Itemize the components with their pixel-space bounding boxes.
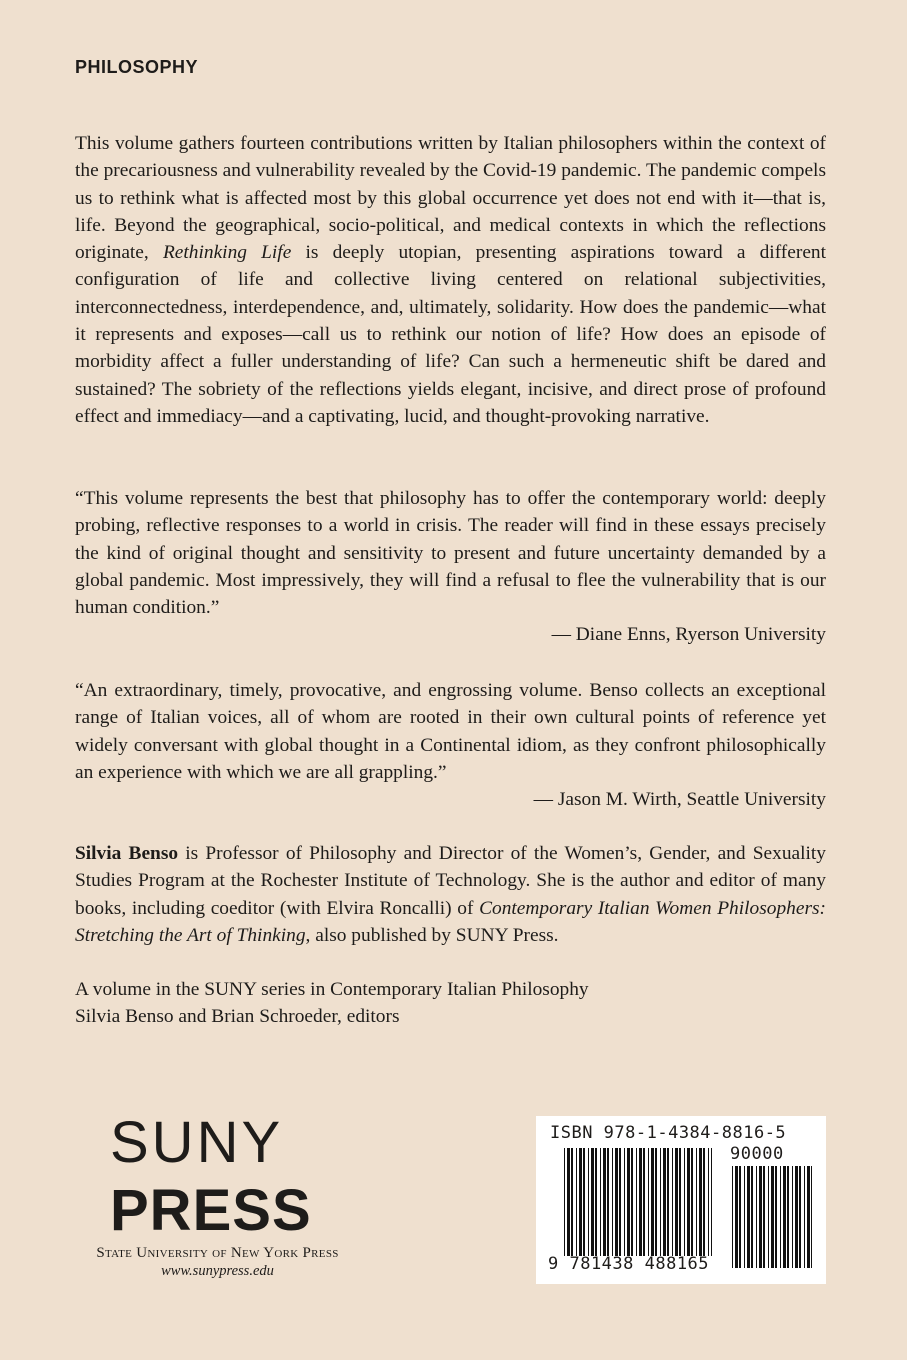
barcode-bar [631, 1148, 633, 1256]
barcode-bar [567, 1148, 570, 1256]
barcode-bar [811, 1166, 812, 1268]
barcode-bar [591, 1148, 594, 1256]
barcode-bar [732, 1166, 733, 1268]
series-info [75, 976, 826, 1031]
barcode-bar [615, 1148, 618, 1256]
barcode-bar [763, 1166, 765, 1268]
barcode-bar [636, 1148, 637, 1256]
barcode-bar [655, 1148, 657, 1256]
barcode-bar [711, 1148, 712, 1256]
barcode-bar [583, 1148, 585, 1256]
barcode-bar [667, 1148, 669, 1256]
logo-suny: SUNY [110, 1110, 284, 1175]
endorsement-quote-2: “An extraordinary, timely, provocative, and engrossing volume. Benso collects an exceptional range of Italian voices, all of whom are rooted in their own cultural points of reference yet widely conversant with global thought in a Continental idiom, as they confront philosophically an experience with which we are all grappling.” [75, 680, 826, 783]
barcode-bar [759, 1166, 762, 1268]
barcode-bar [771, 1166, 774, 1268]
category-label: PHILOSOPHY [75, 57, 199, 77]
barcode-bar [588, 1148, 589, 1256]
author-bio [75, 840, 826, 949]
barcode-bar [807, 1166, 810, 1268]
barcode-bar [612, 1148, 613, 1256]
barcode-bar [804, 1166, 805, 1268]
barcode-bar [799, 1166, 801, 1268]
barcode-bar [639, 1148, 642, 1256]
barcode-bar [783, 1166, 786, 1268]
barcode-bar [651, 1148, 654, 1256]
barcode-bar [744, 1166, 745, 1268]
barcode-bar [691, 1148, 693, 1256]
barcode-bar [576, 1148, 577, 1256]
barcode-bar [595, 1148, 597, 1256]
barcode-bar [627, 1148, 630, 1256]
series-line-1: A volume in the SUNY series in Contemporary Italian Philosophy [75, 979, 589, 1000]
book-title-italic: Rethinking Life [162, 242, 292, 264]
barcode-bar [696, 1148, 697, 1256]
barcode-bar [703, 1148, 705, 1256]
barcode-bar [768, 1166, 769, 1268]
barcode-bar [571, 1148, 573, 1256]
barcode-bar [756, 1166, 757, 1268]
bio-book-title: Contemporary Italian Women Philosophers: Stretching the Art of Thinking [75, 897, 826, 946]
barcode-bar [619, 1148, 621, 1256]
barcode-bar [708, 1148, 709, 1256]
barcode-bar [687, 1148, 690, 1256]
endorsement-quote-1: “This volume represents the best that philosophy has to offer the contemporary world: deeply probing, reflective responses to a world in crisis. The reader will find in these essays precisely the kind of original thought and sensitivity to present and future uncertainty demanded by a global pandemic. Most impressively, they will find a refusal to flee the vulnerability that is our human condition.” [75, 488, 826, 619]
barcode-bar [579, 1148, 582, 1256]
barcode-bar [672, 1148, 673, 1256]
publisher-url: www.sunypress.edu [161, 1263, 274, 1279]
bio-part-1: is Professor of Philosophy and Director of the Women’s, Gender, and Sexuality Studies Program at the Rochester Institute of Technology. She is the author and editor of many books, including coeditor (with Elvira Roncalli) of [75, 843, 827, 919]
barcode-bar [663, 1148, 666, 1256]
bio-part-2: , also published by SUNY Press. [305, 924, 559, 946]
barcode-bar [747, 1166, 750, 1268]
endorsement-attribution-2: — Jason M. Wirth, Seattle University [533, 789, 826, 810]
addon-digits: 90000 [730, 1144, 784, 1164]
description-part-1: This volume gathers fourteen contributions written by Italian philosophers within the context of the precariousness and vulnerability revealed by the Covid-19 pandemic. The pandemic compels us to rethink what is affected most by this global occurrence yet does not end with it—that is, life. Beyond the geographical, socio-political, and medical contexts in which the reflections originate, [75, 133, 826, 264]
isbn-barcode [536, 1116, 826, 1284]
barcode-bar [564, 1148, 565, 1256]
barcode-bar [780, 1166, 781, 1268]
author-name: Silvia Benso [75, 843, 179, 864]
barcode-bar [792, 1166, 793, 1268]
barcode-bar [643, 1148, 645, 1256]
description-part-2: is deeply utopian, presenting aspirations toward a different configuration of life and collective living centered on relational subjectivities, interconnectedness, interdependence, and, ultimately, solidarity. How does the pandemic—what it represents and exposes—call us to rethink our notion of life? How does an episode of morbidity affect a fuller understanding of life? Can such a hermeneutic shift be dared and sustained? The sobriety of the reflections yields elegant, incisive, and direct prose of profound effect and immediacy—and a captivating, lucid, and thought-provoking narrative. [75, 242, 827, 427]
barcode-bar [735, 1166, 738, 1268]
endorsement-attribution-1: — Diane Enns, Ryerson University [551, 624, 826, 645]
barcode-bar [648, 1148, 649, 1256]
series-line-2: Silvia Benso and Brian Schroeder, editors [75, 1006, 400, 1028]
barcode-bar [751, 1166, 753, 1268]
barcode-bar [787, 1166, 789, 1268]
publisher-name: State University of New York Press [96, 1245, 339, 1261]
logo-press: PRESS [110, 1178, 312, 1243]
barcode-bar [699, 1148, 702, 1256]
barcode-bar [603, 1148, 606, 1256]
ean-digits: 9 781438 488165 [548, 1254, 710, 1274]
barcode-bar [607, 1148, 609, 1256]
barcode-bar [600, 1148, 601, 1256]
barcode-bar [795, 1166, 798, 1268]
book-description [75, 130, 826, 430]
barcode-bar [675, 1148, 678, 1256]
barcode-bar [684, 1148, 685, 1256]
barcode-bar [679, 1148, 681, 1256]
isbn-label: ISBN 978-1-4384-8816-5 [550, 1123, 787, 1143]
barcode-bar [624, 1148, 625, 1256]
barcode-bar [775, 1166, 777, 1268]
barcode-bar [739, 1166, 741, 1268]
barcode-bar [660, 1148, 661, 1256]
